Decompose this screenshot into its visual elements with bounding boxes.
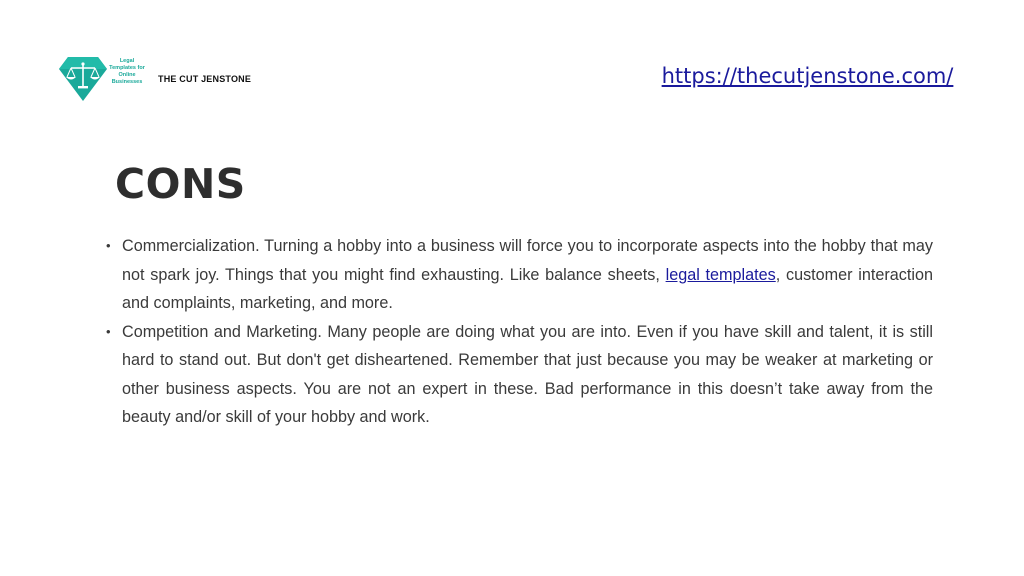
- bullet-dot: •: [106, 323, 111, 339]
- bullet-item: [104, 318, 933, 432]
- bullet-text-end: , customer interaction and complaints, marketing, and more.: [122, 265, 933, 312]
- brand-name: THE CUT JENSTONE: [158, 74, 252, 84]
- bullet-list: [104, 232, 933, 432]
- logo-text: Legal Templates for Online Businesses: [109, 58, 145, 85]
- bullet-dot: •: [106, 238, 111, 253]
- legal-templates-link[interactable]: legal templates: [665, 265, 776, 284]
- bullet-text: Competition and Marketing. Many people are doing what you are into. Even if you have skill and talent, it is still hard to stand out. But don't get disheartened. Remember that just because you may be weaker at marketing or other business aspects. You are not an expert in these. Bad performance in this doesn’t take away from the beauty and/or skill of your hobby and work.: [122, 322, 933, 426]
- bullet-text: Commercialization. Turning a hobby into a business will force you to incorporate aspects into the hobby that may not spark joy. Things that you might find exhausting. Like balance sheets,: [122, 237, 933, 284]
- site-url-link[interactable]: https://thecutjenstone.com/: [661, 64, 954, 88]
- slide-title: CONS: [115, 160, 246, 208]
- bullet-item: [104, 232, 933, 318]
- logo: [58, 55, 150, 105]
